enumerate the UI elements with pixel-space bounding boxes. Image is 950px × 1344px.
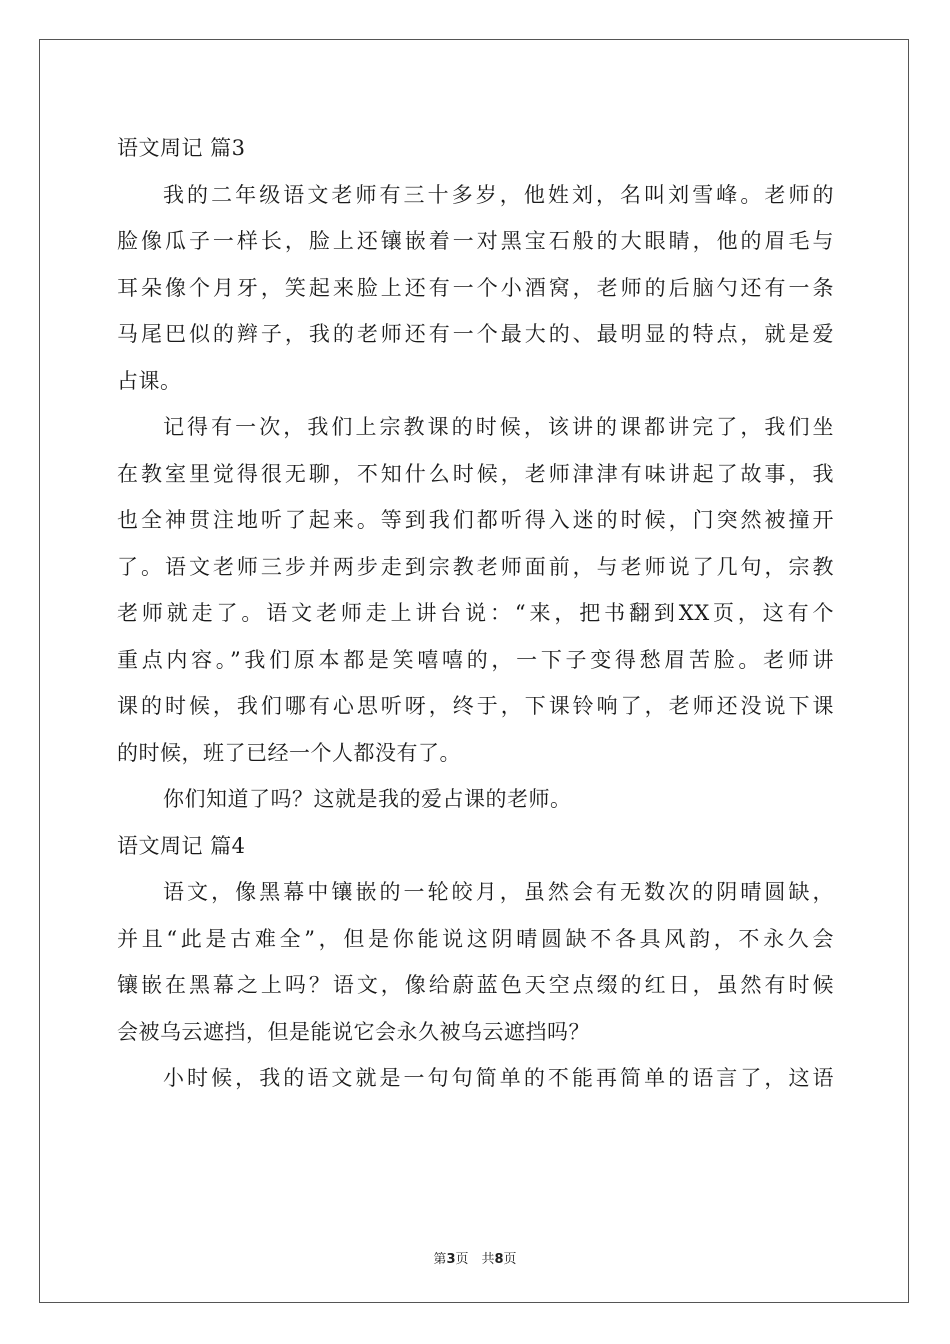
- footer-suffix: 页: [503, 1252, 517, 1267]
- footer-prefix: 第: [433, 1252, 447, 1267]
- text-line: 在教室里觉得很无聊，不知什么时候，老师津津有味讲起了故事，我: [117, 461, 834, 486]
- footer-mid: 页 共: [455, 1252, 495, 1267]
- text-line: 脸像瓜子一样长，脸上还镶嵌着一对黑宝石般的大眼睛，他的眉毛与: [117, 229, 834, 253]
- paragraph: [117, 776, 834, 823]
- text-line: 耳朵像个月牙，笑起来脸上还有一个小酒窝，老师的后脑勺还有一条: [117, 275, 834, 300]
- text-line: 也全神贯注地听了起来。等到我们都听得入迷的时候，门突然被撞开: [117, 508, 834, 532]
- text-line: 的时候，班了已经一个人都没有了。: [117, 740, 461, 765]
- paragraph: [117, 1055, 834, 1102]
- section-title: 语文周记 篇3: [117, 136, 246, 160]
- text-line: 镶嵌在黑幕之上吗？语文，像给蔚蓝色天空点缀的红日，虽然有时候: [117, 973, 834, 997]
- section-title: 语文周记 篇4: [117, 833, 246, 858]
- page-footer: [0, 1248, 950, 1267]
- text-line: 语文，像黑幕中镶嵌的一轮皎月，虽然会有无数次的阴晴圆缺，: [163, 880, 834, 904]
- text-line: 重点内容。”我们原本都是笑嘻嘻的，一下子变得愁眉苦脸。老师讲: [117, 647, 834, 672]
- paragraph: [117, 172, 834, 405]
- text-line: 会被乌云遮挡，但是能说它会永久被乌云遮挡吗？: [117, 1019, 590, 1044]
- text-line: 课的时候，我们哪有心思听呀，终于，下课铃响了，老师还没说下课: [117, 694, 834, 718]
- text-line: 小时候，我的语文就是一句句简单的不能再简单的语言了，这语: [163, 1066, 834, 1090]
- text-line: 马尾巴似的辫子，我的老师还有一个最大的、最明显的特点，就是爱: [117, 322, 834, 346]
- text-line: 我的二年级语文老师有三十多岁，他姓刘，名叫刘雪峰。老师的: [163, 182, 834, 207]
- footer-total-pages: 8: [494, 1252, 504, 1267]
- text-line: 了。语文老师三步并两步走到宗教老师面前，与老师说了几句，宗教: [117, 554, 834, 579]
- document-body: [117, 125, 834, 1102]
- text-line: 占课。: [117, 368, 182, 393]
- paragraph: [117, 404, 834, 776]
- text-line: 记得有一次，我们上宗教课的时候，该讲的课都讲完了，我们坐: [163, 415, 834, 439]
- text-line: 并且“此是古难全”，但是你能说这阴晴圆缺不各具风韵，不永久会: [117, 926, 834, 951]
- paragraph: [117, 869, 834, 1055]
- footer-page-number: 3: [446, 1252, 456, 1267]
- text-line: 老师就走了。语文老师走上讲台说：“来，把书翻到XX页，这有个: [117, 601, 834, 625]
- text-line: 你们知道了吗？这就是我的爱占课的老师。: [163, 787, 572, 811]
